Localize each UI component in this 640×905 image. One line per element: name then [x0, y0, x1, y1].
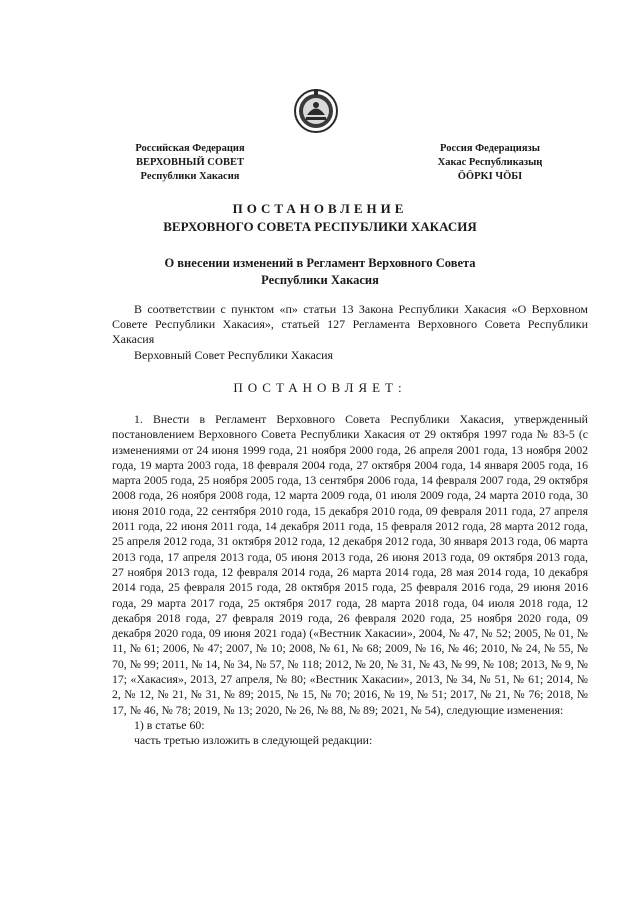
header-left-country: Российская Федерация — [135, 143, 245, 154]
header-right-block — [400, 142, 580, 184]
main-body — [112, 412, 588, 749]
subpoint-2-paragraph: часть третью изложить в следующей редакции: — [134, 733, 373, 748]
subject-line-2: Республики Хакасия — [261, 273, 379, 287]
subpoint-1-paragraph: 1) в статье 60: — [134, 717, 205, 732]
issuer-title: ВЕРХОВНОГО СОВЕТА РЕСПУБЛИКИ ХАКАСИЯ — [163, 219, 477, 234]
decree-heading: ПОСТАНОВЛЯЕТ: — [233, 380, 407, 395]
header-left-organ: ВЕРХОВНЫЙ СОВЕТ — [135, 157, 245, 168]
issuer-paragraph: Верховный Совет Республики Хакасия — [134, 348, 334, 362]
subject-line-1: О внесении изменений в Регламент Верховного Совета — [164, 256, 476, 270]
document-type-title: ПОСТАНОВЛЕНИЕ — [232, 201, 408, 216]
header-left-block — [90, 142, 290, 184]
point-1-paragraph: 1. Внести в Регламент Верховного Совета Республики Хакасия, утвержденный постановлением Верховного Совета Республики Хакасия от 29 октября 1997 года № 83-5 (с изменениями от 24 июня 1999 года, 21 ноября 2000 года, 26 апреля 2001 года, 13 ноября 2002 года, 19 марта 2003 года, 18 февраля 2004 года, 27 октября 2004 года, 14 января 2005 года, 16 марта 2005 года, 25 ноября 2005 года, 13 сентября 2006 года, 14 февраля 2007 года, 29 октября 2008 года, 26 ноября 2008 года, 12 марта 2009 года, 01 июля 2009 года, 24 марта 2010 года, 30 июня 2010 года, 22 сентября 2010 года, 15 декабря 2010 года, 09 февраля 2011 года, 27 апреля 2011 года, 22 июня 2011 года, 14 декабря 2011 года, 15 февраля 2012 года, 28 марта 2012 года, 25 апреля 2012 года, 31 октября 2012 года, 12 декабря 2012 года, 30 января 2013 года, 06 марта 2013 года, 17 апреля 2013 года, 05 июня 2013 года, 26 июня 2013 года, 09 октября 2013 года, 27 ноября 2013 года, 12 февраля 2014 года, 26 марта 2014 года, 28 мая 2014 года, 10 декабря 2014 года, 25 февраля 2015 года, 28 октября 2015 года, 25 февраля 2016 года, 29 июня 2016 года, 29 марта 2017 года, 25 октября 2017 года, 28 марта 2018 года, 04 июля 2018 года, 12 декабря 2018 года, 27 февраля 2019 года, 26 февраля 2020 года, 25 ноября 2020 года, 09 декабря 2020 года, 09 июня 2021 года) («Вестник Хакасии», 2004, № 47, № 52; 2005, № 01, № 11, № 61; 2006, № 47; 2007, № 10; 2008, № 61, № 68; 2009, № 16, № 46; 2010, № 24, № 55, № 70, № 99; 2011, № 14, № 34, № 57, № 118; 2012, № 20, № 31, № 43, № 99, № 108; 2013, № 9, № 17; «Хакасия», 2013, 27 апреля, № 80; «Вестник Хакасии», 2013, № 34, № 51, № 61; 2014, № 2, № 12, № 21, № 31, № 89; 2015, № 15, № 70; 2016, № 19, № 51; 2017, № 21, № 76; 2018, № 17, № 46, № 78; 2019, № 13; 2020, № 26, № 88, № 89; 2021, № 54), следующие изменения: — [112, 412, 588, 717]
header-right-republic: Хакас Республиказың — [437, 157, 543, 168]
coat-of-arms-icon — [293, 88, 339, 134]
header-right-organ: ÖÖPKI ЧÖБI — [457, 171, 523, 182]
header-right-country: Россия Федерациязы — [440, 143, 540, 154]
header-left-republic: Республики Хакасия — [140, 171, 240, 182]
preamble-paragraph: В соответствии с пунктом «п» статьи 13 Закона Республики Хакасия «О Верховном Совете Республики Хакасия», статьей 127 Регламента Верховного Совета Республики Хакасия — [112, 302, 588, 346]
document-subject — [150, 255, 490, 289]
